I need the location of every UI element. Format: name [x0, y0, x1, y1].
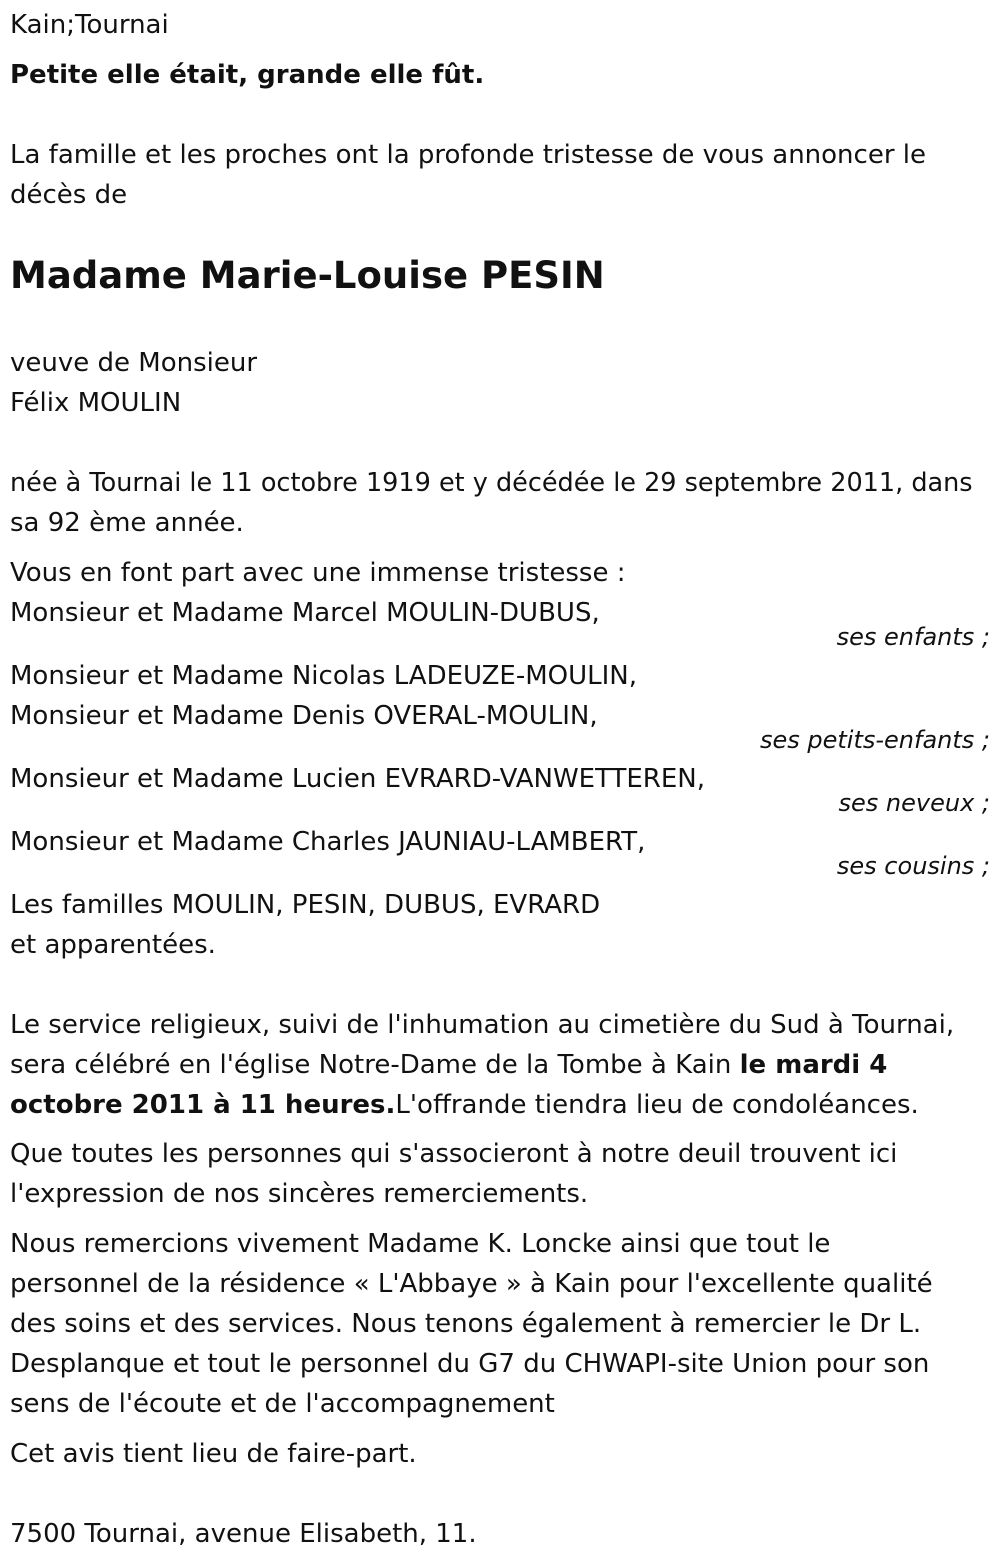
- widow-line-1: veuve de Monsieur: [10, 348, 258, 378]
- family-relation-nephews: ses neveux ;: [838, 789, 990, 817]
- intro-line-1: La famille et les proches ont la profonde tristesse de vous annoncer le: [10, 140, 927, 170]
- families-line-2: et apparentées.: [10, 930, 216, 960]
- family-relation-children: ses enfants ;: [836, 623, 990, 651]
- motto: Petite elle était, grande elle fût.: [10, 60, 485, 90]
- family-member: Monsieur et Madame Denis OVERAL-MOULIN,: [10, 701, 598, 731]
- thanks-staff-line-5: sens de l'écoute et de l'accompagnement: [10, 1389, 555, 1419]
- thanks-staff-line-3: des soins et des services. Nous tenons également à remercier le Dr L.: [10, 1309, 922, 1339]
- deceased-name: Madame Marie-Louise PESIN: [10, 254, 605, 297]
- intro-line-2: décès de: [10, 180, 128, 210]
- family-member: Monsieur et Madame Marcel MOULIN-DUBUS,: [10, 598, 600, 628]
- birth-death-line-2: sa 92 ème année.: [10, 508, 244, 538]
- thanks-staff-line-2: personnel de la résidence « L'Abbaye » à Kain pour l'excellente qualité: [10, 1269, 933, 1299]
- widow-line-2: Félix MOULIN: [10, 388, 182, 418]
- thanks-all-line-2: l'expression de nos sincères remerciements.: [10, 1179, 589, 1209]
- service-line-3-text: L'offrande tiendra lieu de condoléances.: [395, 1090, 919, 1120]
- families-line-1: Les familles MOULIN, PESIN, DUBUS, EVRARD: [10, 890, 601, 920]
- family-relation-grandchildren: ses petits-enfants ;: [759, 726, 990, 754]
- notice: Cet avis tient lieu de faire-part.: [10, 1439, 417, 1469]
- service-line-2-text: sera célébré en l'église Notre-Dame de la Tombe à Kain: [10, 1050, 740, 1080]
- birth-death-line-1: née à Tournai le 11 octobre 1919 et y décédée le 29 septembre 2011, dans: [10, 468, 973, 498]
- family-member: Monsieur et Madame Lucien EVRARD-VANWETTEREN,: [10, 764, 706, 794]
- thanks-staff-line-4: Desplanque et tout le personnel du G7 du CHWAPI-site Union pour son: [10, 1349, 930, 1379]
- address: 7500 Tournai, avenue Elisabeth, 11.: [10, 1519, 477, 1549]
- location-header: Kain;Tournai: [10, 10, 169, 40]
- service-line-2: [10, 1045, 887, 1085]
- service-line-3: [10, 1085, 919, 1125]
- family-relation-cousins: ses cousins ;: [836, 852, 990, 880]
- thanks-all-line-1: Que toutes les personnes qui s'associeront à notre deuil trouvent ici: [10, 1139, 898, 1169]
- service-date-part-1: le mardi 4: [739, 1050, 888, 1080]
- announcement-lead: Vous en font part avec une immense tristesse :: [10, 558, 626, 588]
- thanks-staff-line-1: Nous remercions vivement Madame K. Loncke ainsi que tout le: [10, 1229, 831, 1259]
- service-date-part-2: octobre 2011 à 11 heures.: [10, 1090, 396, 1120]
- family-member: Monsieur et Madame Charles JAUNIAU-LAMBERT,: [10, 827, 646, 857]
- service-line-1: Le service religieux, suivi de l'inhumation au cimetière du Sud à Tournai,: [10, 1010, 955, 1040]
- family-member: Monsieur et Madame Nicolas LADEUZE-MOULIN,: [10, 661, 638, 691]
